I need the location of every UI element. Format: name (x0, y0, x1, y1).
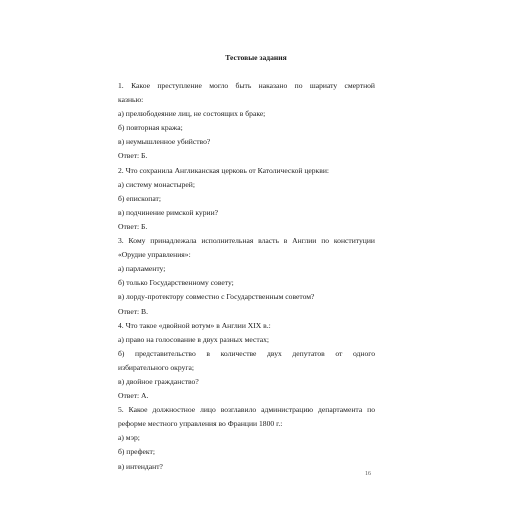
question-1-option-b: б) повторная кража; (118, 123, 183, 133)
question-3-text-cont: «Орудие управления»: (118, 250, 191, 260)
question-1-answer: Ответ: Б. (118, 151, 148, 161)
question-1-option-a: а) прелюбодеяние лиц, не состоящих в браке; (118, 109, 266, 119)
question-4-option-c: в) двойное гражданство? (118, 376, 199, 386)
question-2-option-a: а) систему монастырей; (118, 179, 195, 189)
question-3-answer: Ответ: В. (118, 306, 149, 316)
question-3-option-b: б) только Государственному совету; (118, 278, 234, 288)
question-1-text: 1. Какое преступление могло быть наказано по шариату смертной (118, 81, 375, 90)
question-2-text: 2. Что сохранила Англиканская церковь от Католической церкви: (118, 165, 330, 175)
question-3-option-c: в) лорду-протектору совместно с Государственным советом? (118, 292, 315, 302)
test-questions (118, 79, 375, 474)
page-title: Тестовые задания (225, 53, 287, 62)
page-number: 16 (365, 471, 371, 477)
question-4-answer: Ответ: А. (118, 391, 149, 401)
question-5-option-c: в) интендант? (118, 461, 163, 471)
question-3-option-a: а) парламенту; (118, 264, 166, 274)
question-1-option-c: в) неумышленное убийство? (118, 137, 211, 147)
question-3-text: 3. Кому принадлежала исполнительная власть в Англии по конституции (118, 236, 375, 246)
question-5-text-cont: реформе местного управления во Франции 1800 г.: (118, 419, 283, 429)
question-2-option-c: в) подчинение римской курии? (118, 207, 219, 217)
question-4-option-b-cont: избирательного округа; (118, 362, 194, 372)
question-5-option-a: а) мэр; (118, 433, 140, 443)
question-5-option-b: б) префект; (118, 447, 155, 457)
question-4-text: 4. Что такое «двойной вотум» в Англии XIX в.: (118, 320, 271, 330)
question-5-text: 5. Какое должностное лицо возглавило администрацию департамента по (118, 405, 375, 415)
question-4-option-a: а) право на голосование в двух разных местах; (118, 334, 270, 344)
question-2-answer: Ответ: Б. (118, 221, 148, 231)
question-1-text-cont: казнью: (118, 95, 144, 105)
question-4-option-b: б) представительство в количестве двух депутатов от одного (118, 348, 375, 358)
question-2-option-b: б) епископат; (118, 193, 161, 203)
